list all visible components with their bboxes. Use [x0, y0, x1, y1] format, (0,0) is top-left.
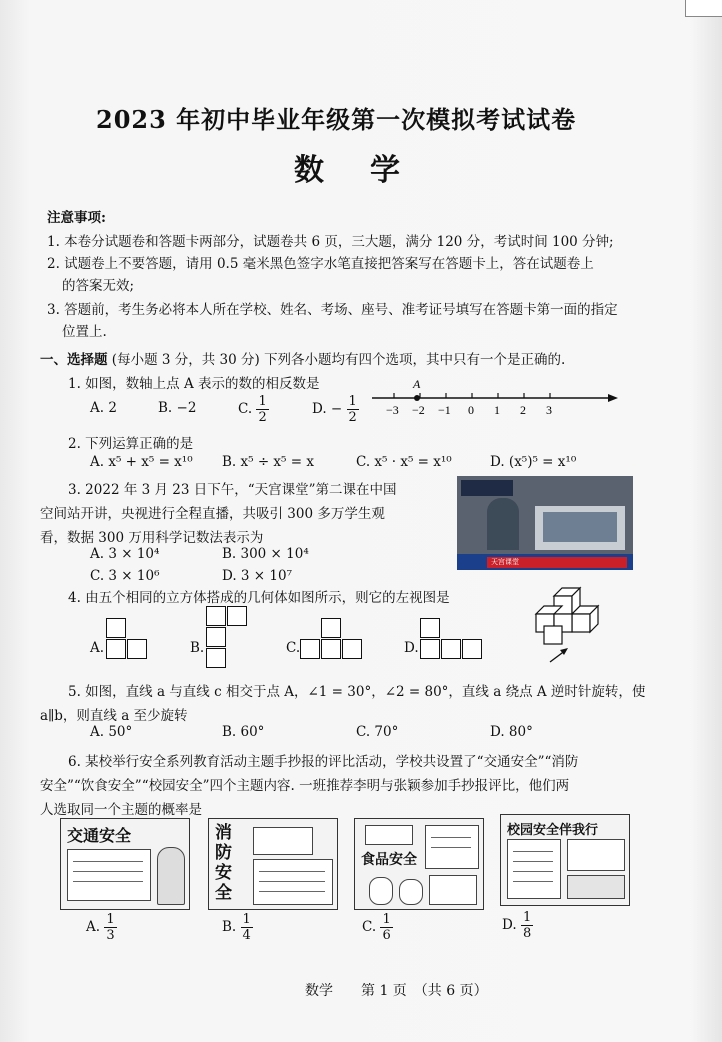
view-cell	[106, 618, 126, 638]
page-footer: 数学 第 1 页 （共 6 页）	[305, 983, 488, 999]
number-line-arrow	[608, 394, 618, 402]
q4-view-c	[300, 618, 366, 662]
tick-label: −1	[438, 403, 451, 417]
view-cell	[206, 648, 226, 668]
q1-option-c: C. $\frac{1}{2}$	[238, 394, 267, 425]
notice-heading: 注意事项:	[47, 210, 106, 226]
view-cell	[106, 639, 126, 659]
notice-item: 3. 答题前，考生务必将本人所在学校、姓名、考场、座号、准考证号填写在答题卡第一面的指定	[47, 302, 618, 318]
poster-fire-safety: 消防安全	[208, 818, 338, 910]
point-a-label: A	[413, 377, 421, 391]
photo-astronaut	[487, 498, 519, 550]
q3-option-c: C. 3 × 10⁶	[90, 568, 160, 584]
notice-item: 2. 试题卷上不要答题，请用 0.5 毫米黑色签字水笔直接把答案写在答题卡上，答在试题卷上	[47, 256, 594, 272]
view-cell	[227, 606, 247, 626]
q5-line: 5. 如图，直线 a 与直线 c 相交于点 A，∠1 = 30°，∠2 = 80°，直线 a 绕点 A 逆时针旋转，使	[68, 684, 646, 700]
q5-option-b: B. 60°	[222, 724, 265, 740]
q6-line: 6. 某校举行安全系列教育活动主题手抄报的评比活动，学校共设置了“交通安全”“消防	[68, 754, 579, 770]
view-cell	[420, 639, 440, 659]
q2-option-a: A. x⁵ + x⁵ = x¹⁰	[90, 454, 193, 470]
photo-students	[543, 512, 617, 542]
q4-view-a	[106, 618, 150, 662]
q6-line: 人选取同一个主题的概率是	[40, 802, 202, 818]
q3-line: 看，数据 300 万用科学记数法表示为	[40, 530, 264, 546]
tick-label: 0	[468, 403, 474, 417]
q6-option-b: B. $\frac{1}{4}$	[222, 912, 251, 943]
q3-option-d: D. 3 × 10⁷	[222, 568, 292, 584]
view-cell	[321, 618, 341, 638]
q4-view-d	[420, 618, 486, 662]
photo-screen	[461, 480, 513, 496]
view-cell	[342, 639, 362, 659]
view-cell	[206, 627, 226, 647]
q1-option-b: B. −2	[158, 400, 197, 416]
notice-item: 1. 本卷分试题卷和答题卡两部分，试题卷共 6 页，三大题，满分 120 分，考试时间 100 分钟;	[47, 234, 614, 250]
q5-line: a∥b，则直线 a 至少旋转	[40, 708, 188, 724]
q1-option-d: D. − $\frac{1}{2}$	[312, 394, 357, 425]
corner-tab	[685, 0, 722, 17]
tick-label: −2	[412, 403, 425, 417]
number-line-figure	[372, 372, 622, 420]
photo-caption: 天宫课堂	[487, 557, 627, 568]
q2-option-b: B. x⁵ ÷ x⁵ = x	[222, 454, 314, 470]
q4-view-b	[206, 606, 250, 670]
view-cell	[206, 606, 226, 626]
notice-item: 的答案无效;	[62, 278, 135, 294]
q3-line: 3. 2022 年 3 月 23 日下午，“天宫课堂”第二课在中国	[68, 482, 397, 498]
tick-label: 3	[546, 403, 552, 417]
view-cell	[441, 639, 461, 659]
q6-option-c: C. $\frac{1}{6}$	[362, 912, 391, 943]
q6-line: 安全”“饮食安全”“校园安全”四个主题内容. 一班推荐李明与张颖参加手抄报评比，他们两	[40, 778, 570, 794]
section-desc: 下列各小题均有四个选项，其中只有一个是正确的.	[264, 352, 566, 368]
exam-title: 2023 年初中毕业年级第一次模拟考试试卷	[96, 105, 577, 134]
q5-option-d: D. 80°	[490, 724, 533, 740]
q3-option-b: B. 300 × 10⁴	[222, 546, 309, 562]
q4-option-a: A.	[90, 640, 105, 656]
exam-subject: 数学	[294, 153, 446, 188]
q6-option-d: D. $\frac{1}{8}$	[502, 910, 532, 941]
poster-campus-safety: 校园安全伴我行	[500, 814, 630, 906]
point-a-dot	[414, 395, 420, 401]
q4-option-b: B.	[190, 640, 205, 656]
section-score-note: (每小题 3 分，共 30 分)	[111, 352, 260, 368]
view-cell	[127, 639, 147, 659]
q2-option-d: D. (x⁵)⁵ = x¹⁰	[490, 454, 577, 470]
tick-label: 2	[520, 403, 526, 417]
q2-option-c: C. x⁵ · x⁵ = x¹⁰	[356, 454, 452, 470]
q2-stem: 2. 下列运算正确的是	[68, 436, 194, 452]
view-cell	[420, 618, 440, 638]
q4-option-d: D.	[404, 640, 419, 656]
q1-stem: 1. 如图，数轴上点 A 表示的数的相反数是	[68, 376, 320, 392]
q3-option-a: A. 3 × 10⁴	[90, 546, 160, 562]
section-title: 一、选择题	[40, 352, 108, 368]
q1-option-a: A. 2	[90, 400, 117, 416]
view-cell	[462, 639, 482, 659]
view-cell	[300, 639, 320, 659]
q5-option-a: A. 50°	[90, 724, 133, 740]
q4-stem: 4. 由五个相同的立方体搭成的几何体如图所示，则它的左视图是	[68, 590, 450, 606]
space-class-photo	[457, 476, 633, 570]
poster-traffic-safety: 交通安全	[60, 818, 190, 910]
tick-label: 1	[494, 403, 500, 417]
section-heading	[40, 348, 565, 368]
q3-line: 空间站开讲，央视进行全程直播，共吸引 300 多万学生观	[40, 506, 385, 522]
notice-item: 位置上.	[62, 324, 107, 340]
q4-option-c: C.	[286, 640, 301, 656]
view-cell	[321, 639, 341, 659]
cube-solid-figure	[530, 584, 606, 666]
poster-food-safety: 食品安全	[354, 818, 484, 910]
q5-option-c: C. 70°	[356, 724, 399, 740]
tick-label: −3	[386, 403, 399, 417]
q6-option-a: A. $\frac{1}{3}$	[86, 912, 115, 943]
